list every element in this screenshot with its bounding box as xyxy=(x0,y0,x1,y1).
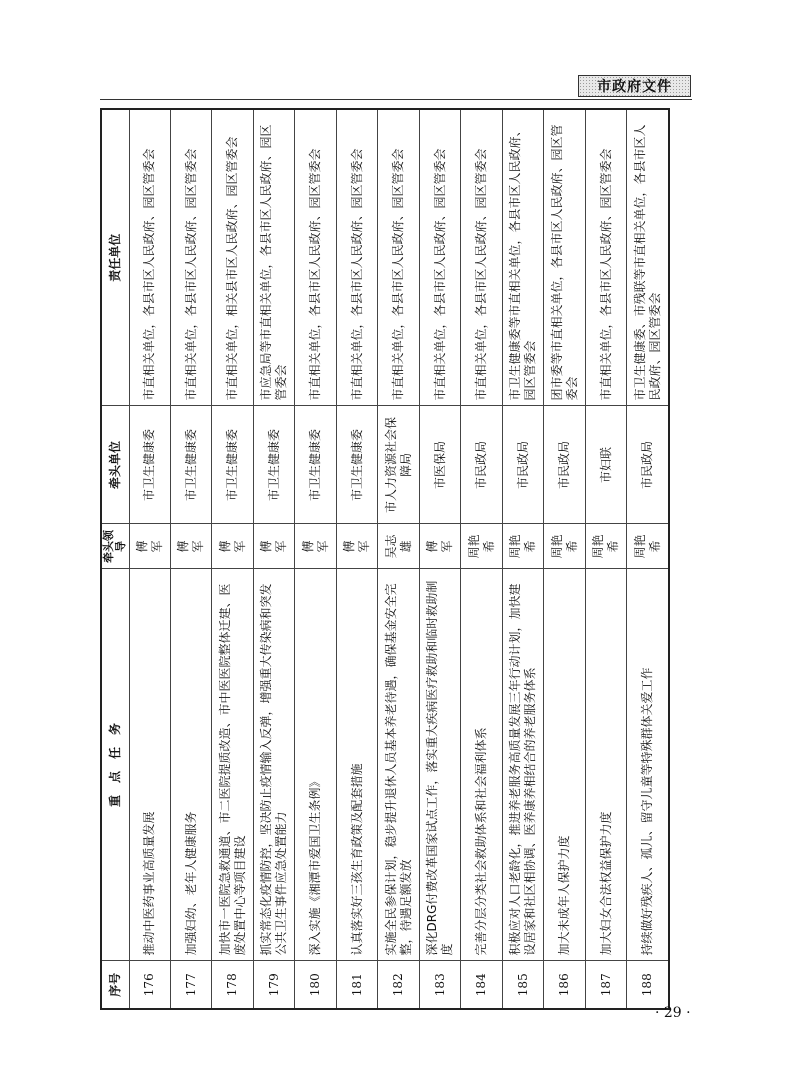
row-resp: 市直相关单位，各县市区人民政府、园区管委会 xyxy=(170,109,211,406)
row-resp: 市卫生健康委等市直相关单位，各县市区人民政府、园区管委会 xyxy=(502,109,543,406)
row-lead: 周艳希 xyxy=(585,524,626,569)
row-dept: 市民政局 xyxy=(627,406,669,524)
header-task: 重 点 任 务 xyxy=(101,569,129,961)
row-task: 加强妇幼、老年人健康服务 xyxy=(170,569,211,961)
row-dept: 市卫生健康委 xyxy=(295,406,336,524)
header-rule xyxy=(100,99,692,100)
row-task: 深化DRG付费改革国家试点工作，落实重大疾病医疗救助和临时救助制度 xyxy=(419,569,460,961)
row-dept: 市卫生健康委 xyxy=(336,406,377,524)
row-dept: 市医保局 xyxy=(419,406,460,524)
row-resp: 市直相关单位，各县市区人民政府、园区管委会 xyxy=(378,109,419,406)
row-lead: 周艳希 xyxy=(627,524,669,569)
row-resp: 市卫生健康委、市残联等市直相关单位，各县市区人民政府、园区管委会 xyxy=(627,109,669,406)
row-lead: 傅 军 xyxy=(336,524,377,569)
table-row xyxy=(502,109,543,1009)
row-dept: 市妇联 xyxy=(585,406,626,524)
header-dept: 牵头单位 xyxy=(101,406,129,524)
table-row xyxy=(336,109,377,1009)
row-number: 185 xyxy=(502,961,543,1009)
table-row xyxy=(212,109,253,1009)
row-lead: 傅 军 xyxy=(419,524,460,569)
row-resp: 市直相关单位，相关县市区人民政府、园区管委会 xyxy=(212,109,253,406)
row-lead: 周艳希 xyxy=(502,524,543,569)
header-no: 序号 xyxy=(101,961,129,1009)
row-dept: 市民政局 xyxy=(544,406,585,524)
table-row xyxy=(419,109,460,1009)
row-task: 加大妇女合法权益保护力度 xyxy=(585,569,626,961)
row-dept: 市卫生健康委 xyxy=(129,406,170,524)
row-resp: 市直相关单位，各县市区人民政府、园区管委会 xyxy=(295,109,336,406)
document-category-badge: 市政府文件 xyxy=(578,75,691,97)
table-row xyxy=(129,109,170,1009)
row-lead: 傅 军 xyxy=(295,524,336,569)
row-number: 186 xyxy=(544,961,585,1009)
table-row xyxy=(585,109,626,1009)
row-number: 176 xyxy=(129,961,170,1009)
row-task: 积极应对人口老龄化，推进养老服务高质量发展三年行动计划，加快建设居家和社区相协调、医养康养相结合的养老服务体系 xyxy=(502,569,543,961)
table-row xyxy=(295,109,336,1009)
row-task: 深入实施《湘潭市爱国卫生条例》 xyxy=(295,569,336,961)
task-table-rotated xyxy=(100,110,670,1010)
row-task: 推动中医药事业高质量发展 xyxy=(129,569,170,961)
table-row xyxy=(627,109,669,1009)
table-row xyxy=(544,109,585,1009)
row-resp: 市直相关单位，各县市区人民政府、园区管委会 xyxy=(461,109,502,406)
row-lead: 傅 军 xyxy=(212,524,253,569)
table-row xyxy=(461,109,502,1009)
row-number: 179 xyxy=(253,961,294,1009)
row-dept: 市卫生健康委 xyxy=(253,406,294,524)
row-lead: 傅 军 xyxy=(129,524,170,569)
row-lead: 傅 军 xyxy=(170,524,211,569)
row-task: 抓实常态化疫情防控，坚决防止疫情输入反弹，增强重大传染病和突发公共卫生事件应急处置能力 xyxy=(253,569,294,961)
row-resp: 团市委等市直相关单位，各县市区人民政府、园区管委会 xyxy=(544,109,585,406)
row-dept: 市民政局 xyxy=(461,406,502,524)
row-number: 180 xyxy=(295,961,336,1009)
row-lead: 周艳希 xyxy=(544,524,585,569)
table-row xyxy=(378,109,419,1009)
row-lead: 周艳希 xyxy=(461,524,502,569)
row-task: 实施全民参保计划，稳步提升退休人员基本养老待遇，确保基金安全完整，待遇足额发放 xyxy=(378,569,419,961)
task-table xyxy=(100,108,670,1010)
table-header-row xyxy=(101,109,129,1009)
row-number: 178 xyxy=(212,961,253,1009)
row-resp: 市应急局等市直相关单位，各县市区人民政府、园区管委会 xyxy=(253,109,294,406)
row-lead: 傅 军 xyxy=(253,524,294,569)
row-lead: 吴志雄 xyxy=(378,524,419,569)
row-number: 177 xyxy=(170,961,211,1009)
row-number: 187 xyxy=(585,961,626,1009)
row-number: 183 xyxy=(419,961,460,1009)
row-dept: 市人力资源社会保障局 xyxy=(378,406,419,524)
row-dept: 市卫生健康委 xyxy=(170,406,211,524)
row-dept: 市卫生健康委 xyxy=(212,406,253,524)
row-task: 认真落实好三孩生育政策及配套措施 xyxy=(336,569,377,961)
row-task: 加快市一医院急救通道、市二医院提质改造、市中医医院整体迁建、医废处置中心等项目建设 xyxy=(212,569,253,961)
page-number: · 29 · xyxy=(655,1005,691,1021)
header-resp: 责任单位 xyxy=(101,109,129,406)
header-lead: 牵头领导 xyxy=(101,524,129,569)
table-row xyxy=(253,109,294,1009)
row-number: 182 xyxy=(378,961,419,1009)
row-resp: 市直相关单位，各县市区人民政府、园区管委会 xyxy=(585,109,626,406)
row-number: 188 xyxy=(627,961,669,1009)
row-resp: 市直相关单位，各县市区人民政府、园区管委会 xyxy=(419,109,460,406)
row-number: 184 xyxy=(461,961,502,1009)
table-row xyxy=(170,109,211,1009)
row-number: 181 xyxy=(336,961,377,1009)
row-task: 加大未成年人保护力度 xyxy=(544,569,585,961)
row-resp: 市直相关单位，各县市区人民政府、园区管委会 xyxy=(336,109,377,406)
row-task: 完善分层分类社会救助体系和社会福利体系 xyxy=(461,569,502,961)
row-task: 持续做好残疾人、孤儿、留守儿童等特殊群体关爱工作 xyxy=(627,569,669,961)
row-dept: 市民政局 xyxy=(502,406,543,524)
row-resp: 市直相关单位，各县市区人民政府、园区管委会 xyxy=(129,109,170,406)
